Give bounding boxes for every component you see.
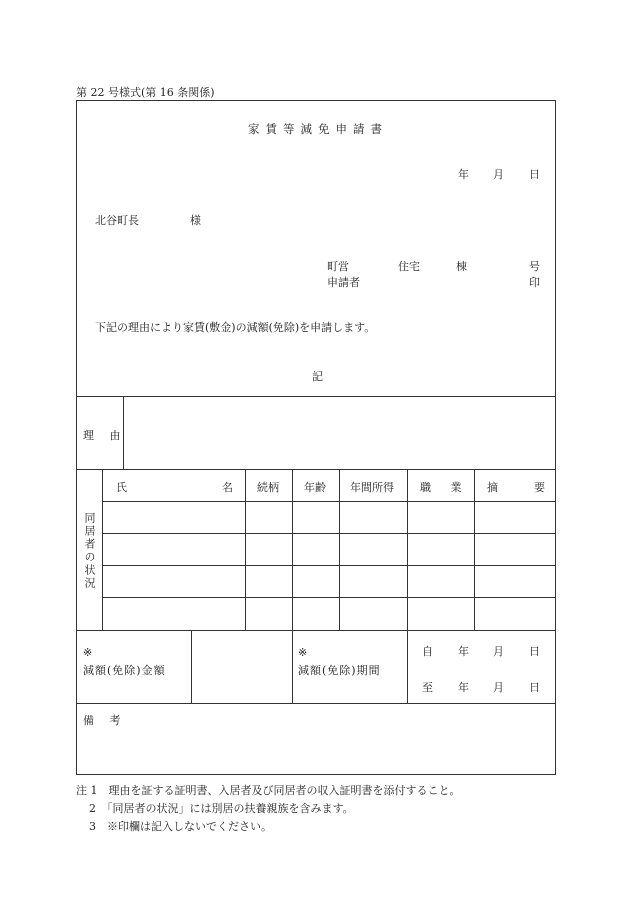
date-month-label: 月 (493, 168, 504, 181)
table-row[interactable] (103, 598, 555, 629)
divider (76, 396, 556, 397)
divider (76, 630, 556, 631)
addressee-suffix: 様 (190, 214, 201, 227)
form-number: 第 22 号様式(第 16 条関係) (76, 86, 215, 99)
applicant-label: 申請者 (327, 276, 360, 289)
statement: 下記の理由により家賃(敷金)の減額(免除)を申請します。 (95, 321, 376, 334)
to-month: 月 (493, 681, 504, 694)
housing-prefix: 町営 (327, 260, 349, 273)
note-1: 注 1 理由を証する証明書、入居者及び同居者の収入証明書を添付すること。 (76, 784, 461, 797)
addressee-name: 北谷町長 (95, 214, 139, 227)
amount-mark: ※ (83, 646, 93, 659)
divider (292, 630, 293, 703)
from-day: 日 (529, 645, 540, 658)
divider (407, 630, 408, 703)
from-prefix: 自 (422, 645, 433, 658)
table-row[interactable] (103, 502, 555, 533)
divider (76, 469, 556, 470)
to-day: 日 (529, 681, 540, 694)
divider (76, 703, 556, 704)
header-remarks-right: 要 (534, 481, 545, 494)
room-unit: 号 (529, 260, 540, 273)
to-year: 年 (458, 681, 469, 694)
form-title: 家賃等減免申請書 (248, 122, 388, 136)
header-name-left: 氏 (116, 481, 127, 494)
housing-type: 住宅 (398, 260, 420, 273)
bikou-label: 備 考 (83, 714, 127, 727)
from-month: 月 (493, 645, 504, 658)
period-label: 減額(免除)期間 (298, 664, 381, 677)
amount-label: 減額(免除)金額 (83, 664, 166, 677)
header-income: 年間所得 (350, 481, 394, 494)
divider (191, 630, 192, 703)
table-row[interactable] (103, 566, 555, 597)
header-remarks-left: 摘 (487, 481, 498, 494)
from-year: 年 (458, 645, 469, 658)
header-age: 年齢 (304, 481, 326, 494)
header-job: 職 業 (420, 481, 470, 494)
header-name-right: 名 (222, 481, 233, 494)
date-day-label: 日 (529, 168, 540, 181)
note-2: 2 「同居者の状況」には別居の扶養親族を含みます。 (89, 802, 354, 815)
period-mark: ※ (298, 646, 308, 659)
ki-label: 記 (312, 370, 323, 383)
header-relation: 続柄 (257, 481, 279, 494)
seal-label: 印 (529, 276, 540, 289)
to-prefix: 至 (422, 681, 433, 694)
date-year-label: 年 (458, 168, 469, 181)
reason-label: 理 由 (83, 429, 127, 442)
building-unit: 棟 (456, 260, 467, 273)
table-row[interactable] (103, 534, 555, 565)
household-section-label: 同居者の状況 (83, 512, 96, 590)
note-3: 3 ※印欄は記入しないでください。 (89, 820, 272, 833)
